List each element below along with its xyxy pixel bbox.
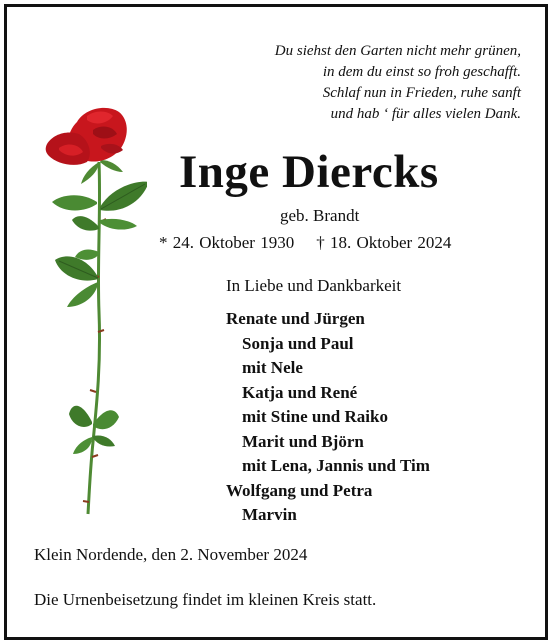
mourner-line: mit Stine und Raiko: [242, 407, 388, 426]
birth-date: * 24. Oktober 1930: [159, 233, 295, 252]
rose-icon: [37, 102, 147, 522]
poem-line: und hab ‘ für alles vielen Dank.: [330, 106, 521, 122]
place-date: Klein Nordende, den 2. November 2024: [34, 545, 308, 564]
burial-notice: Die Urnenbeisetzung findet im kleinen Kreis statt.: [34, 590, 377, 609]
poem-line: Schlaf nun in Frieden, ruhe sanft: [322, 85, 521, 101]
mourner-line: mit Lena, Jannis und Tim: [242, 456, 430, 475]
mourner-line: Wolfgang und Petra: [226, 480, 373, 500]
mourners-intro: In Liebe und Dankbarkeit: [226, 276, 402, 295]
death-date: † 18. Oktober 2024: [316, 233, 452, 252]
poem: [275, 41, 521, 125]
mourner-line: Marvin: [242, 505, 297, 524]
poem-line: Du siehst den Garten nicht mehr grünen,: [274, 43, 521, 59]
mourner-line: Marit und Björn: [242, 431, 364, 451]
poem-line: in dem du einst so froh geschafft.: [322, 64, 521, 80]
mourner-line: Katja und René: [242, 382, 358, 402]
mourners-list: [226, 307, 430, 528]
birth-name: geb. Brandt: [280, 206, 360, 225]
mourner-line: Sonja und Paul: [242, 333, 354, 353]
deceased-name: Inge Diercks: [179, 146, 439, 198]
mourner-line: mit Nele: [242, 358, 303, 377]
mourner-line: Renate und Jürgen: [226, 309, 365, 328]
life-dates: [159, 233, 451, 253]
obituary-frame: [4, 4, 548, 640]
